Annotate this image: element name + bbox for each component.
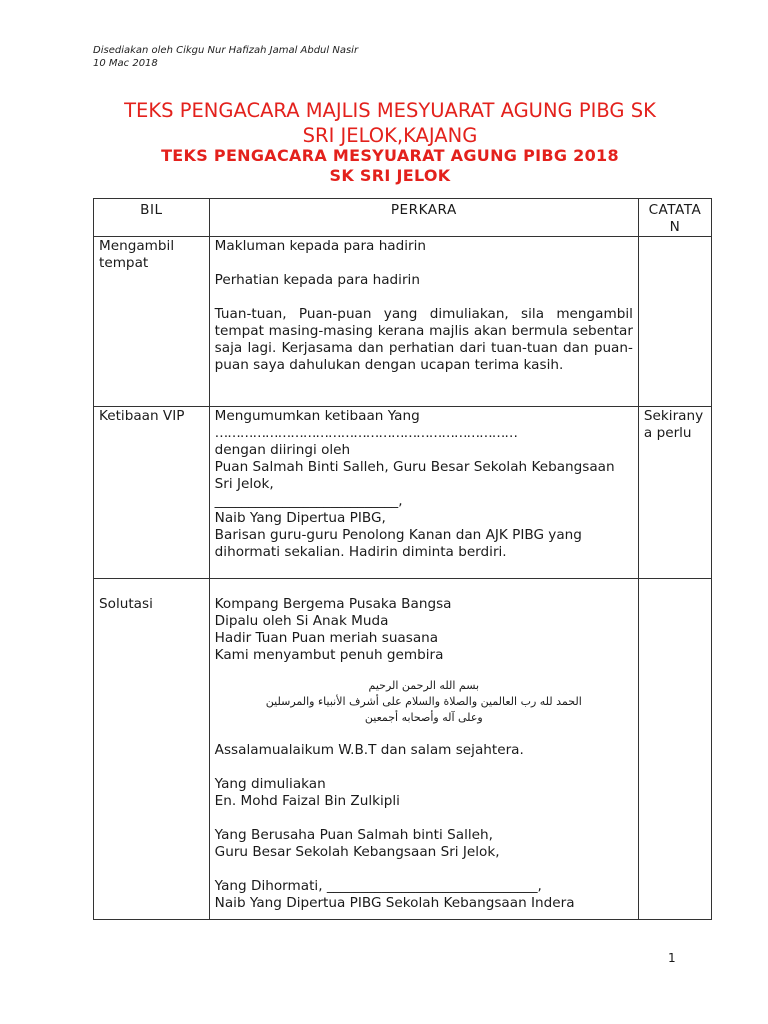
row-perkara-cell bbox=[209, 579, 638, 920]
author-line: Disediakan oleh Cikgu Nur Hafizah Jamal Abdul Nasir bbox=[93, 45, 359, 56]
arabic-line: الحمد لله رب العالمين والصلاة والسلام على أشرف الأنبياء والمرسلين bbox=[265, 695, 582, 708]
pantun-line: Kompang Bergema Pusaka Bangsa bbox=[214, 596, 452, 612]
perkara-line: Barisan guru-guru Penolong Kanan dan AJK PIBG yang dihormati sekalian. Hadirin diminta berdiri. bbox=[214, 527, 582, 560]
document-header-note bbox=[93, 44, 358, 70]
page-number: 1 bbox=[668, 951, 676, 965]
header-catatan-line-1: CATATA bbox=[648, 202, 702, 218]
title-line-2: SRI JELOK,KAJANG bbox=[302, 124, 478, 147]
date-line: 10 Mac 2018 bbox=[93, 58, 158, 69]
row-perkara-cell bbox=[209, 237, 638, 407]
subtitle-line-1: TEKS PENGACARA MESYUARAT AGUNG PIBG 2018 bbox=[161, 146, 619, 165]
pantun-line: Hadir Tuan Puan meriah suasana bbox=[214, 630, 439, 646]
header-perkara: PERKARA bbox=[209, 199, 638, 237]
perkara-line: Makluman kepada para hadirin bbox=[214, 238, 427, 254]
bil-label: Ketibaan VIP bbox=[99, 408, 185, 424]
perkara-line: Yang Dihormati, _______________________________, bbox=[214, 878, 542, 894]
table-header-row bbox=[94, 199, 712, 237]
row-bil-cell bbox=[94, 579, 210, 920]
arabic-line: بسم الله الرحمن الرحيم bbox=[368, 679, 480, 692]
title-line-1: TEKS PENGACARA MAJLIS MESYUARAT AGUNG PIBG SK bbox=[124, 99, 656, 122]
header-catatan bbox=[638, 199, 711, 237]
bil-label: Mengambil tempat bbox=[99, 238, 175, 271]
perkara-line: Naib Yang Dipertua PIBG, bbox=[214, 510, 386, 526]
header-bil: BIL bbox=[94, 199, 210, 237]
bil-label: Solutasi bbox=[99, 596, 153, 612]
perkara-line: Yang Berusaha Puan Salmah binti Salleh, bbox=[214, 827, 493, 843]
perkara-paragraph: Tuan-tuan, Puan-puan yang dimuliakan, sila mengambil tempat masing-masing kerana majlis akan bermula sebentar saja lagi. Kerjasama dan perhatian dari tuan-tuan dan puan-puan saya dahulukan dengan ucapan terima kasih. bbox=[214, 306, 633, 373]
pantun-line: Kami menyambut penuh gembira bbox=[214, 647, 444, 663]
blank-signature-line: ___________________________, bbox=[214, 493, 403, 509]
table-row bbox=[94, 237, 712, 407]
table-row bbox=[94, 407, 712, 579]
row-bil-cell bbox=[94, 407, 210, 579]
perkara-line: Puan Salmah Binti Salleh, Guru Besar Sekolah Kebangsaan Sri Jelok, bbox=[214, 459, 615, 492]
catatan-line: a perlu bbox=[643, 425, 692, 441]
program-table bbox=[93, 198, 712, 920]
dotted-blank-line: ……………………………………………………………… bbox=[214, 425, 517, 441]
catatan-line: Sekirany bbox=[643, 408, 704, 424]
perkara-line: Yang dimuliakan bbox=[214, 776, 326, 792]
document-title bbox=[60, 98, 720, 148]
header-catatan-line-2: N bbox=[669, 219, 681, 235]
perkara-line: Guru Besar Sekolah Kebangsaan Sri Jelok, bbox=[214, 844, 500, 860]
perkara-line: dengan diiringi oleh bbox=[214, 442, 351, 458]
perkara-line: Mengumumkan ketibaan Yang bbox=[214, 408, 420, 424]
row-catatan-cell bbox=[638, 237, 711, 407]
perkara-line: Perhatian kepada para hadirin bbox=[214, 272, 420, 288]
table-row bbox=[94, 579, 712, 920]
pantun-line: Dipalu oleh Si Anak Muda bbox=[214, 613, 389, 629]
row-perkara-cell bbox=[209, 407, 638, 579]
document-subtitle bbox=[60, 146, 720, 186]
row-bil-cell bbox=[94, 237, 210, 407]
perkara-line: Naib Yang Dipertua PIBG Sekolah Kebangsaan Indera bbox=[214, 895, 575, 911]
row-catatan-cell bbox=[638, 407, 711, 579]
perkara-line: Assalamualaikum W.B.T dan salam sejahtera. bbox=[214, 742, 524, 758]
row-catatan-cell bbox=[638, 579, 711, 920]
subtitle-line-2: SK SRI JELOK bbox=[329, 166, 451, 185]
perkara-line: En. Mohd Faizal Bin Zulkipli bbox=[214, 793, 400, 809]
arabic-line: وعلى آله وأصحابه أجمعين bbox=[364, 711, 483, 724]
